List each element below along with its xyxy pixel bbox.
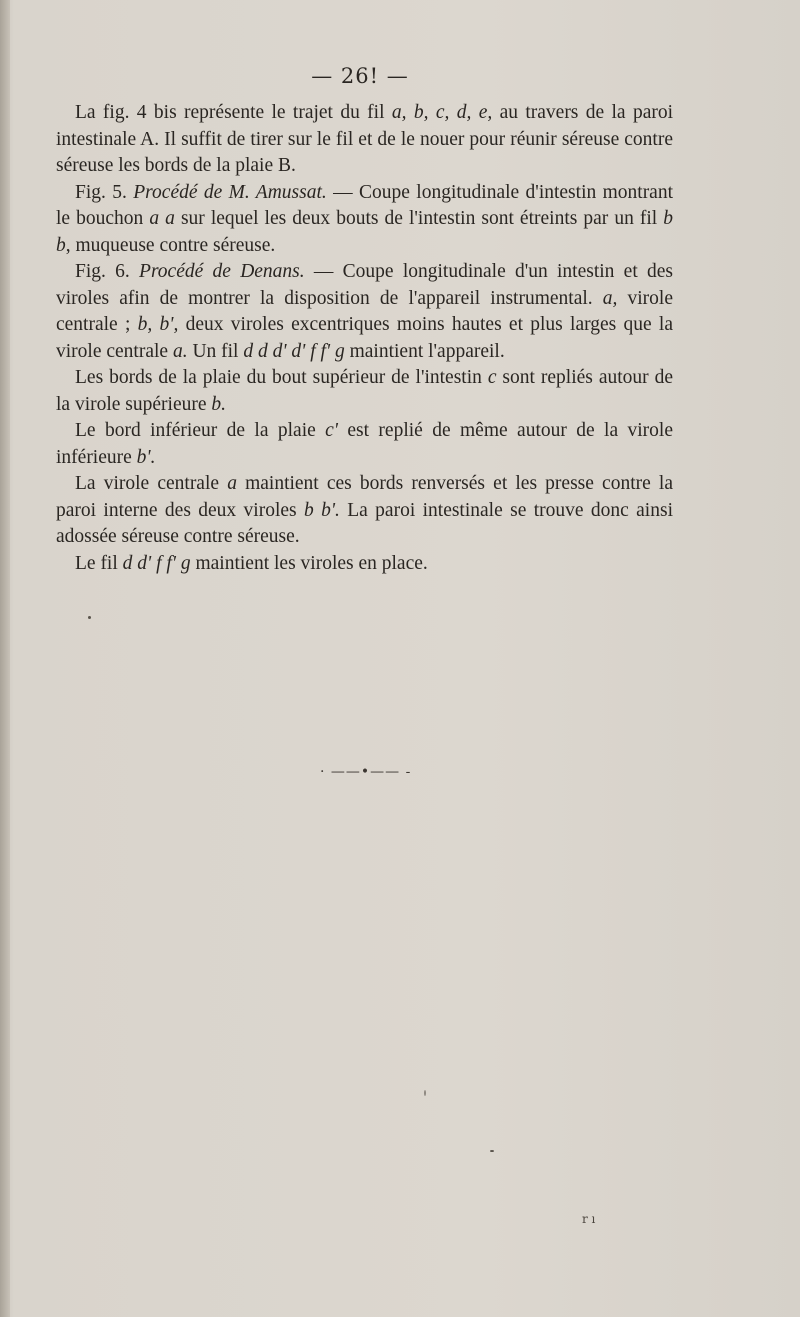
ink-speck [490,1150,494,1152]
paragraph-central-ring [56,471,673,551]
ink-speck [88,616,91,619]
text-run: maintient les viroles en place. [190,552,428,574]
text-run: est replié de même autour de la virole inférieure [56,420,673,468]
italic-run: d d' f f' g [122,552,191,574]
text-run: La fig. 4 bis représente le trajet du fil [75,102,392,123]
text-run: — Coupe longitudinale d'intestin montrant le bouchon [56,181,674,229]
italic-run: b. [211,393,227,415]
paragraph-fig5 [56,180,673,260]
paragraph-fig4bis [56,100,673,180]
italic-run: a a [149,208,175,229]
page-number: — 26! — [311,64,409,88]
text-run: , muqueuse contre séreuse. [65,234,276,256]
italic-run: d d d' d' f f' g [243,340,345,362]
italic-run: b b'. [303,499,340,521]
corner-mark: r ı [582,1212,596,1226]
text-run: La paroi intestinale se trouve donc ainsi adossée séreuse contre séreuse. [56,499,673,547]
text-run: Le bord inférieur de la plaie [75,420,326,441]
text-run: La virole centrale [75,473,228,494]
text-run: maintient l'appareil. [344,340,505,362]
text-run: sur lequel les deux bouts de l'intestin sont étreints par un fil [174,208,664,229]
italic-run: b b [56,208,674,256]
italic-run: c' [325,420,338,441]
body-text [56,100,673,577]
italic-run: b'. [136,446,156,468]
text-run: Les bords de la plaie du bout supérieur de l'intestin [75,367,488,388]
italic-run: a [227,473,237,494]
text-run: maintient ces bords renversés et les presse contre la paroi interne des deux viroles [56,473,673,521]
italic-run: a, b, c, d, e, [391,102,493,123]
text-run: Le fil [75,552,123,574]
text-run: Un fil [187,340,244,362]
italic-run: b, b', [137,314,179,335]
text-run: au travers de la paroi intestinale A. Il suffit de tirer sur le fil et de le nouer pour réunir séreuse contre séreuse les bords de la plaie B. [56,102,674,176]
text-run: Fig. 5. [75,181,134,203]
text-run: virole centrale ; [56,287,673,335]
italic-run: c [487,367,497,388]
text-run: deux viroles excentriques moins hautes et plus larges que la virole centrale [56,314,673,362]
italic-run: Procédé de M. Amussat. [133,181,327,203]
paragraph-upper-edges [56,365,673,418]
text-run: — Coupe longitudinale d'un intestin et des viroles afin de montrer la disposition de l'appareil instrumental. [56,261,673,309]
paragraph-thread [56,551,673,578]
text-run: sont repliés autour de la virole supérieure [56,367,673,415]
page-binding-edge [0,0,10,1317]
text-run: Fig. 6. [75,261,140,282]
paragraph-fig6 [56,259,673,365]
italic-run: Procédé de Denans. [139,261,305,282]
italic-run: a, [602,287,618,309]
italic-run: a. [172,340,188,362]
paragraph-lower-edge [56,418,673,471]
ink-speck [424,1090,426,1096]
section-ornament: · ——•—— - [320,764,412,780]
